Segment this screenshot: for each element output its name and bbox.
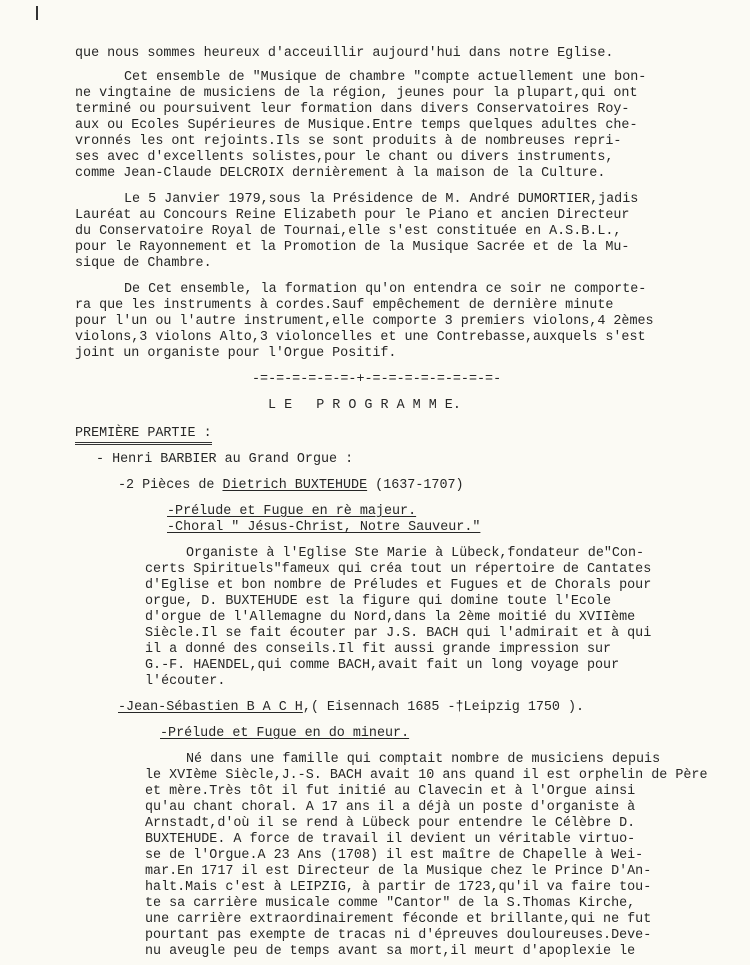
- text-line: d'Eglise et bon nombre de Préludes et Fugues et de Chorals pour: [145, 578, 652, 593]
- text-line: et mère.Très tôt il fut initié au Clavecin et à l'Orgue ainsi: [145, 784, 636, 799]
- text-line: Arnstadt,d'où il se rend à Lübeck pour entendre le Célèbre D.: [145, 816, 636, 831]
- text-line: nu aveugle peu de temps avant sa mort,il meurt d'apoplexie le: [145, 944, 636, 959]
- text-line: ne vingtaine de musiciens de la région, jeunes pour la plupart,qui ont: [75, 86, 638, 101]
- composer-name: -Jean-Sébastien B A C H: [118, 700, 303, 715]
- text-line: BUXTEHUDE. A force de travail il devient un véritable virtuo-: [145, 832, 636, 847]
- text-line: joint un organiste pour l'Orgue Positif.: [75, 346, 397, 361]
- text-line: qu'au chant choral. A 17 ans il a déjà un poste d'organiste à: [145, 800, 636, 815]
- text-line: pourtant pas exempte de tracas ni d'épreuves douloureuses.Deve-: [145, 928, 652, 943]
- composer-dates: (1637-1707): [367, 478, 464, 493]
- text-line: terminé ou poursuivent leur formation dans divers Conservatoires Roy-: [75, 102, 630, 117]
- performer-line: - Henri BARBIER au Grand Orgue :: [96, 452, 354, 467]
- text-line: ra que les instruments à cordes.Sauf empêchement de dernière minute: [75, 298, 614, 313]
- part-title: PREMIÈRE PARTIE :: [75, 426, 212, 445]
- text-line: d'orgue de l'Allemagne du Nord,dans la 2ème moitié du XVIIème: [145, 610, 636, 625]
- text-line: aux ou Ecoles Supérieures de Musique.Entre temps quelques adultes che-: [75, 118, 638, 133]
- text-line: Cet ensemble de "Musique de chambre "compte actuellement une bon-: [124, 70, 647, 85]
- text-line: Siècle.Il se fait écouter par J.S. BACH qui l'admirait et à qui: [145, 626, 652, 641]
- text-line: une carrière extraordinairement féconde et brillante,qui ne fut: [145, 912, 652, 927]
- text-line: comme Jean-Claude DELCROIX dernièrement à la maison de la Culture.: [75, 166, 606, 181]
- text-line: il a donné des conseils.Il fit aussi grande impression sur: [145, 642, 612, 657]
- text-line: ses avec d'excellents solistes,pour le chant ou divers instruments,: [75, 150, 614, 165]
- text-line: orgue, D. BUXTEHUDE est la figure qui domine toute l'Ecole: [145, 594, 612, 609]
- text-line: Organiste à l'Eglise Ste Marie à Lübeck,fondateur de"Con-: [186, 546, 645, 561]
- text-line: sique de Chambre.: [75, 256, 212, 271]
- text-line: halt.Mais c'est à LEIPZIG, à partir de 1723,qu'il va faire tou-: [145, 880, 652, 895]
- programme-title: L E P R O G R A M M E.: [268, 398, 461, 413]
- text-line: certs Spirituels"fameux qui créa tout un répertoire de Cantates: [145, 562, 652, 577]
- piece-title: -Choral " Jésus-Christ, Notre Sauveur.": [167, 520, 481, 535]
- text-line: Né dans une famille qui comptait nombre de musiciens depuis: [186, 752, 661, 767]
- text-line: le XVIème Siècle,J.-S. BACH avait 10 ans quand il est orphelin de Père: [145, 768, 708, 783]
- text-line: G.-F. HAENDEL,qui comme BACH,avait fait un long voyage pour: [145, 658, 620, 673]
- piece-title: -Prélude et Fugue en rè majeur.: [167, 504, 417, 519]
- composer-dates: ,( Eisennach 1685 -†Leipzig 1750 ).: [302, 700, 585, 715]
- text-line: violons,3 violons Alto,3 violoncelles et une Contrebasse,auxquels s'est: [75, 330, 646, 345]
- heading-prefix: -2 Pièces de: [118, 478, 223, 493]
- margin-mark: [36, 6, 38, 20]
- text-line: mar.En 1717 il est Directeur de la Musique chez le Prince D'An-: [145, 864, 652, 879]
- text-line: pour le Rayonnement et la Promotion de la Musique Sacrée et de la Mu-: [75, 240, 630, 255]
- text-line: De Cet ensemble, la formation qu'on entendra ce soir ne comporte-: [124, 282, 647, 297]
- text-line: l'écouter.: [145, 674, 226, 689]
- text-line: vronnés les ont rejoints.Ils se sont produits à de nombreuses repri-: [75, 134, 622, 149]
- text-line: Le 5 Janvier 1979,sous la Présidence de M. André DUMORTIER,jadis: [124, 192, 639, 207]
- intro-continuation-line: que nous sommes heureux d'acceuillir aujourd'hui dans notre Eglise.: [75, 46, 614, 61]
- composer-name: Dietrich BUXTEHUDE: [222, 478, 368, 493]
- text-line: Lauréat au Concours Reine Elizabeth pour le Piano et ancien Directeur: [75, 208, 630, 223]
- buxtehude-heading: [118, 478, 464, 494]
- text-line: du Conservatoire Royal de Tournai,elle s'est constituée en A.S.B.L.,: [75, 224, 622, 239]
- separator-line: -=-=-=-=-=-=-+-=-=-=-=-=-=-=-=-: [252, 372, 502, 387]
- text-line: te sa carrière musicale comme "Cantor" de la S.Thomas Kirche,: [145, 896, 636, 911]
- piece-title: -Prélude et Fugue en do mineur.: [160, 726, 410, 741]
- text-line: se de l'Orgue.A 23 Ans (1708) il est maître de Chapelle à Wei-: [145, 848, 644, 863]
- bach-heading: [118, 700, 584, 716]
- text-line: pour l'un ou l'autre instrument,elle comporte 3 premiers violons,4 2èmes: [75, 314, 654, 329]
